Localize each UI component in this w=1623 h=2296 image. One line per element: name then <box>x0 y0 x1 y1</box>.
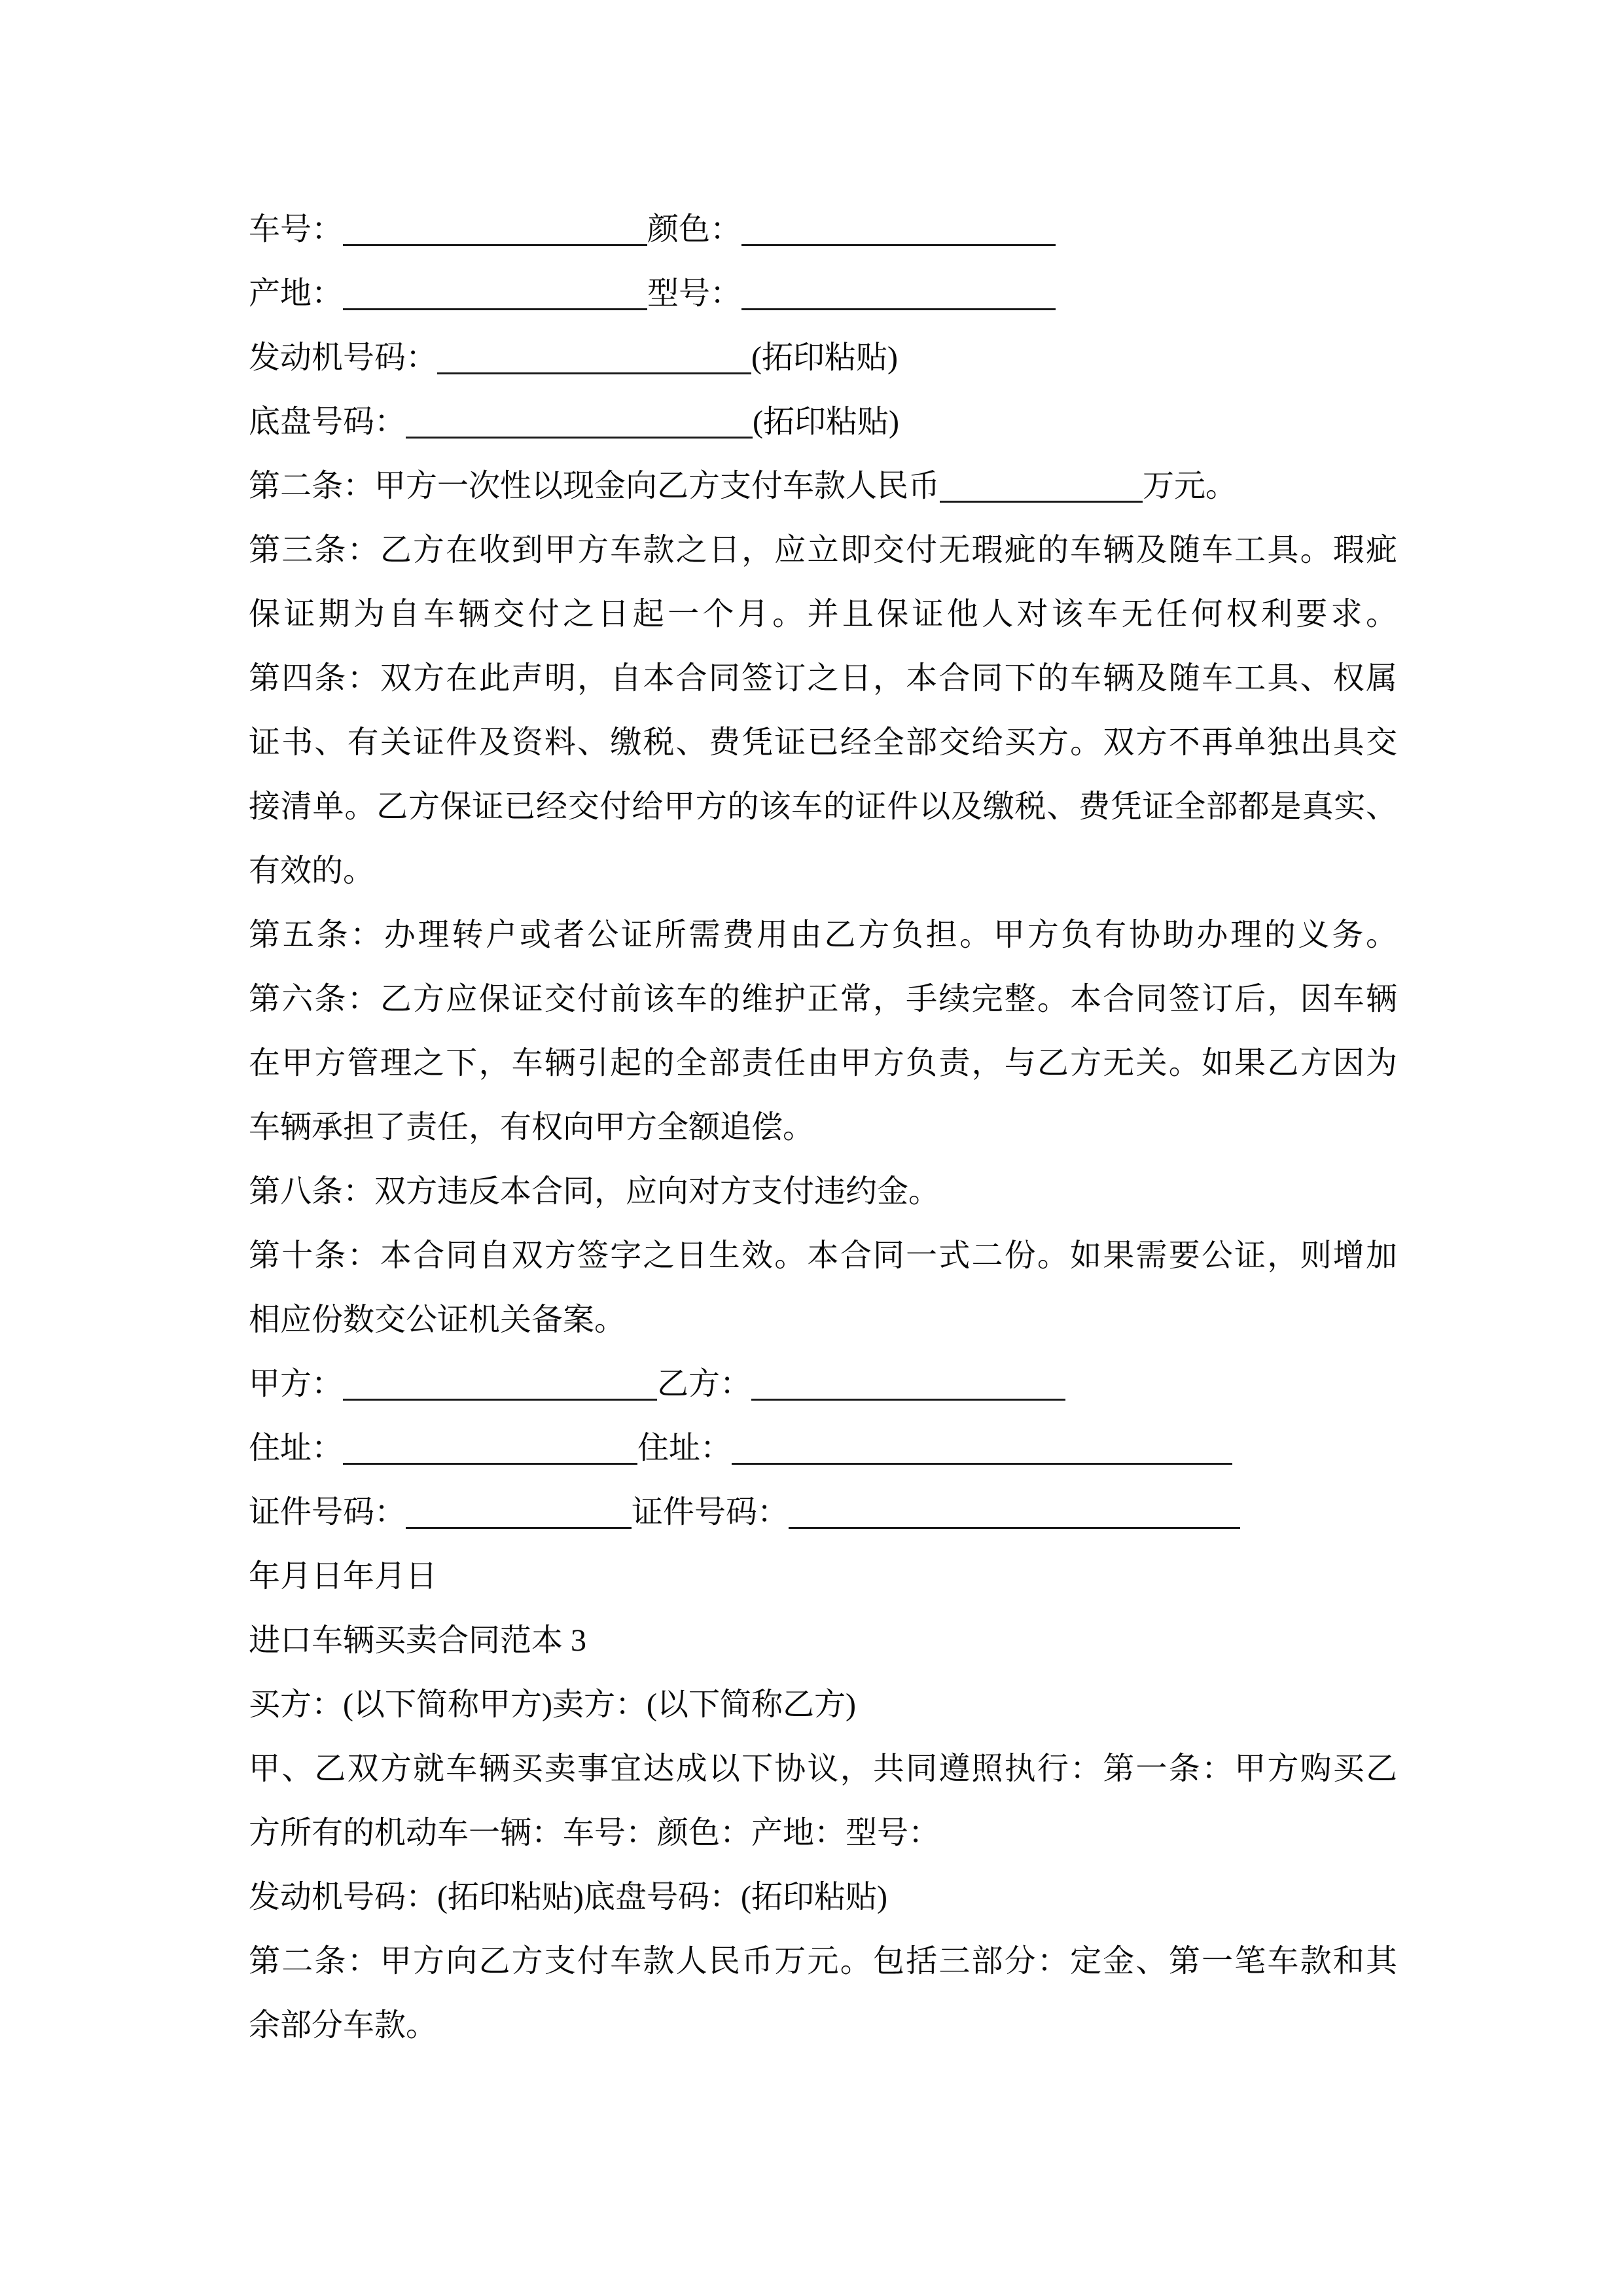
blank-underline <box>751 1396 1065 1401</box>
template3-clause-1-line-1 <box>249 1737 1397 1801</box>
template3-parties-line <box>249 1673 1397 1737</box>
clause-4-line-1 <box>249 647 1397 711</box>
template3-clause-1-line-2 <box>249 1801 1397 1865</box>
signature-line-date <box>249 1545 1397 1609</box>
blank-underline <box>343 1396 657 1401</box>
text-run: 车辆承担了责任，有权向甲方全额追偿。 <box>249 1110 815 1145</box>
signature-line-parties <box>249 1352 1397 1416</box>
text-run: 第八条：双方违反本合同，应向对方支付违约金。 <box>249 1174 940 1209</box>
section-title-template-3 <box>249 1609 1397 1673</box>
text-run: 第十条：本合同自双方签字之日生效。本合同一式二份。如果需要公证，则增加 <box>249 1238 1397 1273</box>
text-run: (拓印粘贴) <box>753 404 899 439</box>
text-run: 型号： <box>647 276 742 311</box>
blank-underline <box>343 242 647 246</box>
text-run: 产地： <box>249 276 344 311</box>
field-line-engine-no <box>249 326 1397 390</box>
text-run: 底盘号码： <box>249 404 406 439</box>
text-run: 买方：(以下简称甲方)卖方：(以下简称乙方) <box>249 1687 856 1722</box>
blank-underline <box>343 306 647 310</box>
text-run: 第二条：甲方一次性以现金向乙方支付车款人民币 <box>249 469 940 503</box>
text-run: 第四条：双方在此声明，自本合同签订之日，本合同下的车辆及随车工具、权属 <box>249 661 1397 696</box>
text-run: 住址： <box>637 1431 732 1465</box>
text-run: 进口车辆买卖合同范本 3 <box>249 1623 587 1658</box>
text-run: 证书、有关证件及资料、缴税、费凭证已经全部交给买方。双方不再单独出具交 <box>249 725 1397 760</box>
text-run: 相应份数交公证机关备案。 <box>249 1302 626 1337</box>
text-run: 证件号码： <box>249 1495 406 1530</box>
text-run: 第二条：甲方向乙方支付车款人民币万元。包括三部分：定金、第一笔车款和其 <box>249 1944 1397 1979</box>
text-run: 第五条：办理转户或者公证所需费用由乙方负担。甲方负有协助办理的义务。 <box>249 918 1397 952</box>
clause-4-line-3 <box>249 775 1397 839</box>
template3-clause-2-line-2 <box>249 1994 1397 2058</box>
text-run: 在甲方管理之下，车辆引起的全部责任由甲方负责，与乙方无关。如果乙方因为 <box>249 1046 1397 1081</box>
blank-underline <box>406 434 753 439</box>
signature-line-address <box>249 1416 1397 1480</box>
text-run: 发动机号码： <box>249 340 438 375</box>
text-run: 甲方： <box>249 1367 344 1401</box>
text-run: 证件号码： <box>632 1495 789 1530</box>
text-run: 住址： <box>249 1431 344 1465</box>
field-line-plate-and-color <box>249 198 1397 262</box>
clause-10-line-2 <box>249 1288 1397 1352</box>
text-run: 第三条：乙方在收到甲方车款之日，应立即交付无瑕疵的车辆及随车工具。瑕疵 <box>249 533 1397 567</box>
blank-underline <box>343 1460 637 1465</box>
contract-body <box>249 198 1397 2058</box>
clause-6-line-1 <box>249 967 1397 1031</box>
signature-line-id <box>249 1480 1397 1545</box>
field-line-origin-and-model <box>249 262 1397 326</box>
blank-underline <box>732 1460 1232 1465</box>
blank-underline <box>406 1524 632 1529</box>
clause-6-line-2 <box>249 1031 1397 1096</box>
clause-3-line-2 <box>249 583 1397 647</box>
text-run: 万元。 <box>1143 469 1238 503</box>
blank-underline <box>789 1524 1240 1529</box>
text-run: 方所有的机动车一辆：车号：颜色：产地：型号： <box>249 1816 940 1850</box>
text-run: 发动机号码：(拓印粘贴)底盘号码：(拓印粘贴) <box>249 1880 887 1914</box>
clause-6-line-3 <box>249 1096 1397 1160</box>
text-run: 保证期为自车辆交付之日起一个月。并且保证他人对该车无任何权利要求。 <box>249 597 1397 632</box>
field-line-chassis-no <box>249 390 1397 454</box>
text-run: 有效的。 <box>249 853 375 888</box>
clause-4-line-4 <box>249 839 1397 903</box>
clause-8 <box>249 1160 1397 1224</box>
text-run: (拓印粘贴) <box>751 340 898 375</box>
clause-2 <box>249 454 1397 518</box>
text-run: 余部分车款。 <box>249 2008 438 2043</box>
blank-underline <box>741 242 1056 246</box>
text-run: 年月日年月日 <box>249 1559 438 1594</box>
template3-clause-2-line-1 <box>249 1929 1397 1994</box>
text-run: 车号： <box>249 212 344 247</box>
text-run: 颜色： <box>647 212 742 247</box>
text-run: 第六条：乙方应保证交付前该车的维护正常，手续完整。本合同签订后，因车辆 <box>249 982 1397 1016</box>
clause-10-line-1 <box>249 1224 1397 1288</box>
blank-underline <box>741 306 1056 310</box>
clause-5 <box>249 903 1397 967</box>
text-run: 乙方： <box>657 1367 752 1401</box>
blank-underline <box>940 498 1143 503</box>
clause-3-line-1 <box>249 518 1397 583</box>
text-run: 接清单。乙方保证已经交付给甲方的该车的证件以及缴税、费凭证全部都是真实、 <box>249 789 1397 824</box>
text-run: 甲、乙双方就车辆买卖事宜达成以下协议，共同遵照执行：第一条：甲方购买乙 <box>249 1751 1397 1786</box>
blank-underline <box>437 370 751 374</box>
clause-4-line-2 <box>249 711 1397 775</box>
template3-engine-chassis-line <box>249 1865 1397 1929</box>
